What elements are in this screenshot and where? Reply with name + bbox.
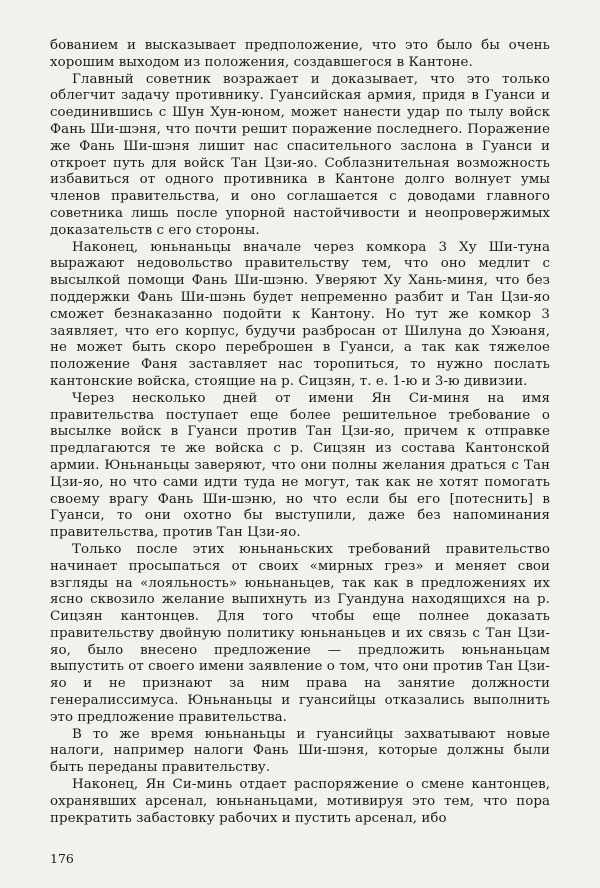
paragraph-7: Наконец, Ян Си-минь отдает распоряжение о смене кантонцев, охранявших арсенал, юньнаньцами, мотивируя это тем, что пора прекратить забастовку рабочих и пустить арсенал, ибо — [50, 777, 550, 826]
paragraph-6: В то же время юньнаньцы и гуансийцы захватывают новые налоги, например налоги Фань Ши-шэня, которые должны были быть переданы правительству. — [50, 726, 550, 776]
paragraph-4: Через несколько дней от имени Ян Си-миня на имя правительства поступает еще более решительное требование о высылке войск в Гуанси против Тан Цзи-яо, причем к отправке предлагаются те же войска с р. Сицзян из состава Кантонской армии. Юньнаньцы заверяют, что они полны желания драться с Тан Цзи-яо, но что сами идти туда не могут, так как не хотят помогать своему врагу Фань Ши-шэню, но что если бы его [потеснить] в Гуанси, то они охотно бы выступили, даже без напоминания правительства, против Тан Цзи-яо. — [50, 390, 550, 541]
paragraph-3: Наконец, юньнаньцы вначале через комкора 3 Ху Ши-туна выражают недовольство правительству тем, что оно медлит с высылкой помощи Фань Ши-шэню. Уверяют Ху Хань-миня, что без поддержки Фань Ши-шэнь будет непременно разбит и Тан Цзи-яо сможет безнаказанно подойти к Кантону. Но тут же комкор 3 заявляет, что его корпус, будучи разбросан от Шилуна до Хэюаня, не может быть скоро переброшен в Гуанси, а так как тяжелое положение Фаня заставляет нас торопиться, то нужно послать кантонские войска, стоящие на р. Сицзян, т. е. 1-ю и 3-ю дивизии. — [50, 239, 550, 389]
paragraph-5: Только после этих юньнаньских требований правительство начинает просыпаться от своих «мирных грез» и меняет свои взгляды на «лояльность» юньнаньцев, так как в предложениях их ясно сквозило желание выпихнуть из Гуандуна находящихся на р. Сицзян кантонцев. Для того чтобы еще полнее доказать правительству двойную политику юньнаньцев и их связь с Тан Цзи-яо, было внесено предложение — предложить юньнаньцам выпустить от своего имени заявление о том, что они против Тан Цзи-яо и не признают за ним права на занятие должности генералиссимуса. Юньнаньцы и гуансийцы отказались выполнить это предложение правительства. — [50, 541, 550, 725]
paragraph-1: бованием и высказывает предположение, что это было бы очень хорошим выходом из положения, создавшегося в Кантоне. — [50, 38, 550, 70]
paragraph-2: Главный советник возражает и доказывает, что это только облегчит задачу противнику. Гуансийская армия, придя в Гуанси и соединившись с Шун Хун-юном, может нанести удар по тылу войск Фань Ши-шэня, что почти решит поражение последнего. Поражение же Фань Ши-шэня лишит нас спасительного заслона в Гуанси и откроет путь для войск Тан Цзи-яо. Соблазнительная возможность избавиться от одного противника в Кантоне долго волнует умы членов правительства, и оно соглашается с доводами главного советника лишь после упорной настойчивости и неопровержимых доказательств с его стороны. — [50, 71, 550, 238]
page-number: 176 — [50, 851, 74, 866]
page-body — [50, 38, 550, 878]
